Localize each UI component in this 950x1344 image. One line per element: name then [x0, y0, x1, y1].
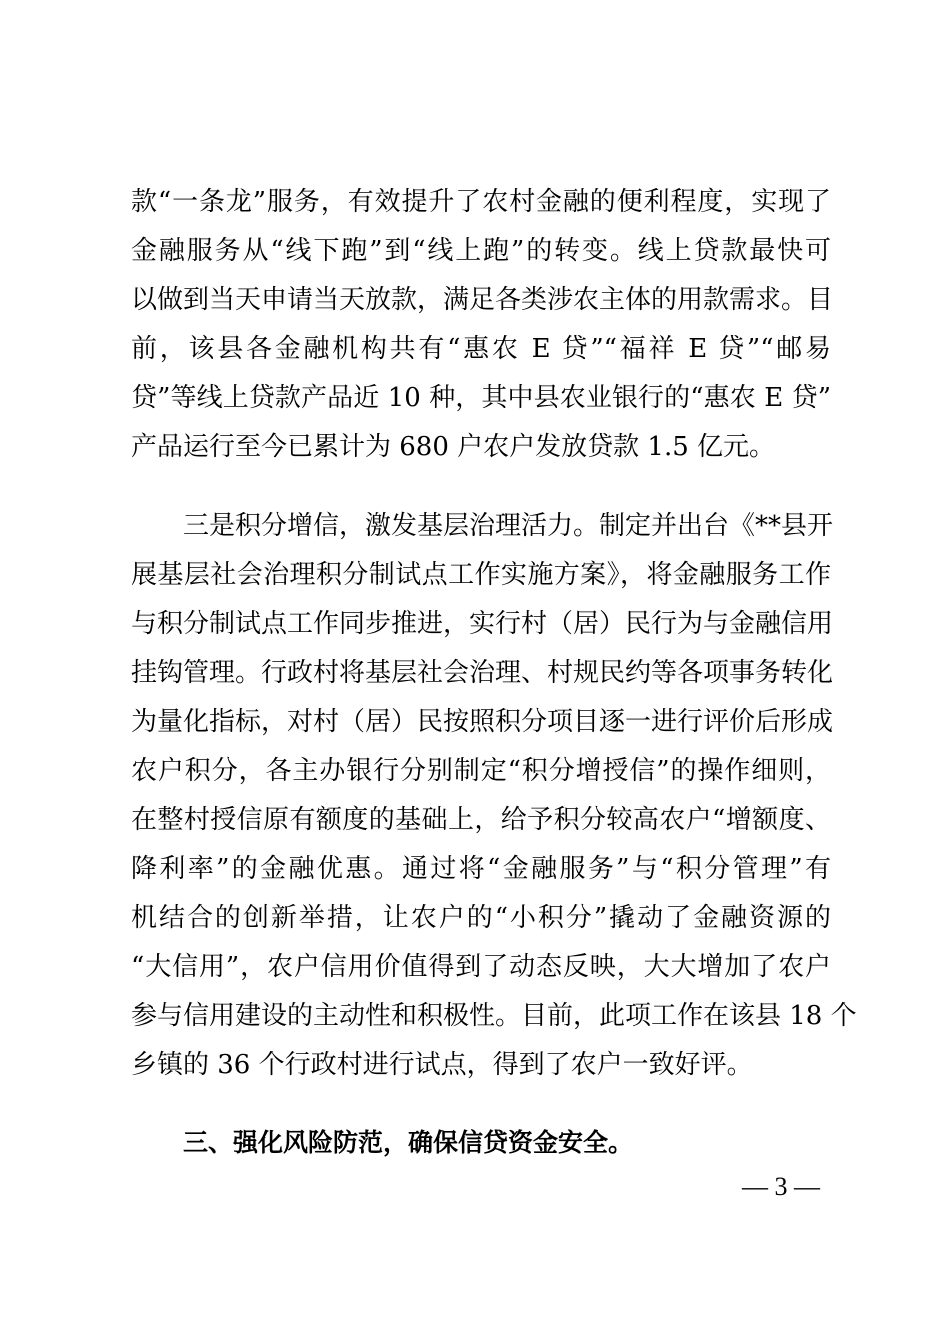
paragraph-line: “大信用”，农户信用价值得到了动态反映，大大增加了农户 — [131, 952, 831, 982]
paragraph-line: 金融服务从“线下跑”到“线上跑”的转变。线上贷款最快可 — [131, 236, 831, 266]
paragraph-line: 乡镇的 36 个行政村进行试点，得到了农户一致好评。 — [131, 1050, 753, 1080]
paragraph-line: 农户积分，各主办银行分别制定“积分增授信”的操作细则， — [131, 756, 831, 786]
paragraph-line: 挂钩管理。行政村将基层社会治理、村规民约等各项事务转化 — [131, 658, 834, 688]
paragraph-line: 款“一条龙”服务，有效提升了农村金融的便利程度，实现了 — [131, 187, 831, 217]
paragraph-line: 降利率”的金融优惠。通过将“金融服务”与“积分管理”有 — [131, 854, 831, 884]
paragraph-line: 以做到当天申请当天放款，满足各类涉农主体的用款需求。目 — [131, 285, 834, 315]
paragraph-line: 在整村授信原有额度的基础上，给予积分较高农户“增额度、 — [131, 805, 831, 835]
paragraph-line: 三是积分增信，激发基层治理活力。制定并出台《**县开 — [183, 511, 834, 541]
paragraph-line: 贷”等线上贷款产品近 10 种，其中县农业银行的“惠农 E 贷” — [131, 383, 831, 413]
section-heading: 三、强化风险防范，确保信贷资金安全。 — [183, 1128, 634, 1157]
paragraph-line: 机结合的创新举措，让农户的“小积分”撬动了金融资源的 — [131, 903, 831, 933]
page-number: — 3 — — [742, 1172, 820, 1201]
paragraph-line: 为量化指标，对村（居）民按照积分项目逐一进行评价后形成 — [131, 707, 834, 737]
paragraph-line: 参与信用建设的主动性和积极性。目前，此项工作在该县 18 个 — [131, 1001, 857, 1031]
paragraph-line: 产品运行至今已累计为 680 户农户发放贷款 1.5 亿元。 — [131, 432, 776, 462]
paragraph-line: 前，该县各金融机构共有“惠农 E 贷”“福祥 E 贷”“邮易 — [131, 334, 831, 364]
paragraph-line: 与积分制试点工作同步推进，实行村（居）民行为与金融信用 — [131, 609, 834, 639]
paragraph-line: 展基层社会治理积分制试点工作实施方案》，将金融服务工作 — [131, 560, 831, 590]
